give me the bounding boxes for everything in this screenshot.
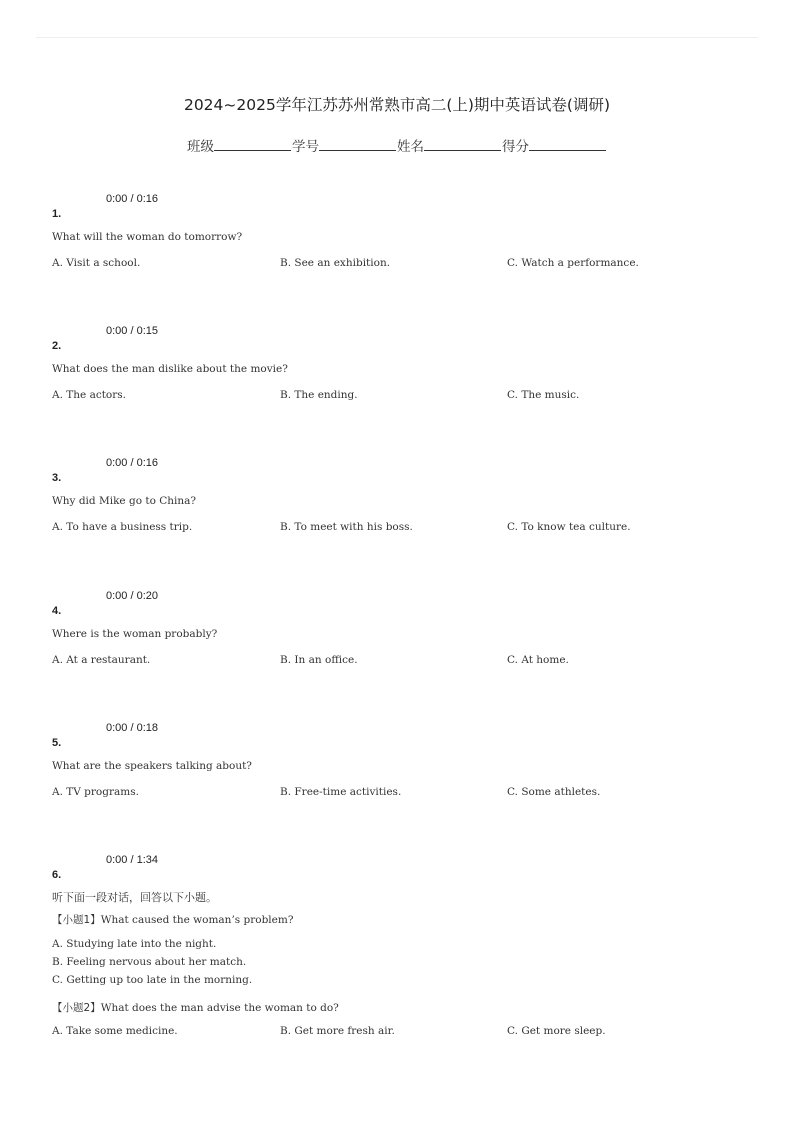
question-text: Why did Mike go to China? xyxy=(52,495,197,507)
header-divider xyxy=(36,37,758,38)
question-text: Where is the woman probably? xyxy=(52,628,218,640)
question-number: 1. xyxy=(52,208,62,220)
question-1 xyxy=(0,193,794,303)
option-a[interactable]: A. Studying late into the night. xyxy=(52,938,217,950)
option-b[interactable]: B. Get more fresh air. xyxy=(280,1025,395,1037)
question-2 xyxy=(0,325,794,435)
class-label: 班级 xyxy=(187,139,214,155)
question-6 xyxy=(0,854,794,1054)
option-a[interactable]: A. To have a business trip. xyxy=(52,521,193,533)
question-number: 5. xyxy=(52,737,62,749)
page-title: 2024~2025学年江苏苏州常熟市高二(上)期中英语试卷(调研) xyxy=(183,96,611,114)
sub-question-text: What does the man advise the woman to do? xyxy=(100,1002,339,1014)
class-blank[interactable] xyxy=(214,138,291,151)
audio-player-time[interactable]: 0:00 / 0:15 xyxy=(106,325,158,337)
question-text: What does the man dislike about the movie? xyxy=(52,363,288,375)
sub-question-2 xyxy=(52,1000,339,1015)
audio-player-time[interactable]: 0:00 / 0:20 xyxy=(106,590,158,602)
option-a[interactable]: A. TV programs. xyxy=(52,786,139,798)
option-c[interactable]: C. To know tea culture. xyxy=(507,521,631,533)
student-info-row xyxy=(0,135,794,155)
option-b[interactable]: B. To meet with his boss. xyxy=(280,521,413,533)
question-number: 2. xyxy=(52,340,62,352)
score-label: 得分 xyxy=(502,139,529,155)
sub-question-1 xyxy=(52,912,293,927)
question-text: What will the woman do tomorrow? xyxy=(52,231,243,243)
question-number: 3. xyxy=(52,472,62,484)
audio-player-time[interactable]: 0:00 / 0:18 xyxy=(106,722,158,734)
question-3 xyxy=(0,457,794,567)
sub-question-label: 【小题2】 xyxy=(52,1002,101,1014)
option-c[interactable]: C. Some athletes. xyxy=(507,786,601,798)
option-c[interactable]: C. At home. xyxy=(507,654,569,666)
sub-question-label: 【小题1】 xyxy=(52,914,101,926)
id-label: 学号 xyxy=(292,139,319,155)
name-blank[interactable] xyxy=(424,138,501,151)
sub-question-text: What caused the woman’s problem? xyxy=(100,914,294,926)
option-b[interactable]: B. Feeling nervous about her match. xyxy=(52,956,247,968)
option-a[interactable]: A. Visit a school. xyxy=(52,257,141,269)
question-4 xyxy=(0,590,794,700)
listening-instruction: 听下面一段对话，回答以下小题。 xyxy=(52,891,217,904)
option-b[interactable]: B. The ending. xyxy=(280,389,358,401)
option-b[interactable]: B. Free-time activities. xyxy=(280,786,402,798)
option-a[interactable]: A. The actors. xyxy=(52,389,127,401)
id-blank[interactable] xyxy=(319,138,396,151)
option-b[interactable]: B. In an office. xyxy=(280,654,358,666)
option-a[interactable]: A. Take some medicine. xyxy=(52,1025,178,1037)
question-number: 4. xyxy=(52,605,62,617)
option-c[interactable]: C. Watch a performance. xyxy=(507,257,639,269)
audio-player-time[interactable]: 0:00 / 1:34 xyxy=(106,854,158,866)
question-text: What are the speakers talking about? xyxy=(52,760,252,772)
option-b[interactable]: B. See an exhibition. xyxy=(280,257,391,269)
option-c[interactable]: C. The music. xyxy=(507,389,580,401)
audio-player-time[interactable]: 0:00 / 0:16 xyxy=(106,193,158,205)
option-a[interactable]: A. At a restaurant. xyxy=(52,654,151,666)
name-label: 姓名 xyxy=(397,139,424,155)
question-number: 6. xyxy=(52,869,62,881)
question-5 xyxy=(0,722,794,832)
score-blank[interactable] xyxy=(529,138,606,151)
option-c[interactable]: C. Getting up too late in the morning. xyxy=(52,974,253,986)
option-c[interactable]: C. Get more sleep. xyxy=(507,1025,606,1037)
audio-player-time[interactable]: 0:00 / 0:16 xyxy=(106,457,158,469)
